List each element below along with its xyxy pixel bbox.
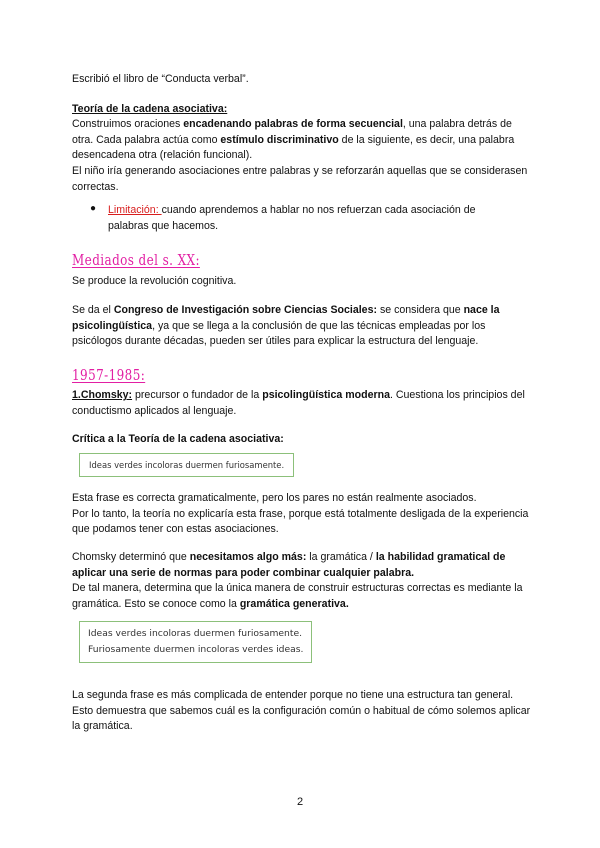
paragraph-congreso: Se da el Congreso de Investigación sobre Ciencias Sociales: se considera que nace la psicolingüística, ya que se llega a la conclusión de que las técnicas empleadas por los psicólogos durante décadas, pueden ser útiles para explicar la estructura del lenguaje. <box>72 304 500 348</box>
paragraph-refuerzo: El niño iría generando asociaciones entre palabras y se reforzarán aquellas que se considerasen correctas. <box>72 165 528 193</box>
paragraph-cadena: Construimos oraciones encadenando palabras de forma secuencial, una palabra detrás de otra. Cada palabra actúa como estímulo discriminativo de la siguiente, es decir, una palabra desencadena otra (relación funcional). <box>72 118 515 162</box>
section-title-cadena: Teoría de la cadena asociativa: <box>72 103 228 115</box>
paragraph-chomsky: 1.Chomsky: precursor o fundador de la psicolingüística moderna. Cuestiona los principios del conductismo aplicados al lenguaje. <box>72 389 525 417</box>
paragraph-algo-mas: Chomsky determinó que necesitamos algo más: la gramática / la habilidad gramatical de aplicar una serie de normas para poder combinar cualquier palabra. De tal manera, determina que la única manera de construir estructuras correctas es mediante la gramática. Esto se conoce como la gramática generativa. <box>72 551 523 610</box>
paragraph-gramatical: Esta frase es correcta gramaticalmente, pero los pares no están realmente asociados. Por lo tanto, la teoría no explicaría esta frase, porque está totalmente desligada de la experiencia que podamos tener con estas asociaciones. <box>72 492 529 536</box>
example-box-2 <box>79 621 312 663</box>
intro-line: Escribió el libro de “Conducta verbal”. <box>72 73 249 85</box>
page-number: 2 <box>296 796 304 808</box>
limitation-item: Limitación: cuando aprendemos a hablar no nos refuerzan cada asociación de palabras que hacemos. <box>108 204 476 232</box>
example-sentence-1: Ideas verdes incoloras duermen furiosamente. <box>88 628 303 639</box>
example-box-1: Ideas verdes incoloras duermen furiosamente. <box>79 453 294 477</box>
limitation-label: Limitación: <box>108 204 162 216</box>
paragraph-conclusion: La segunda frase es más complicada de entender porque no tiene una estructura tan general. Esto demuestra que sabemos cuál es la configuración común o habitual de cómo solemos aplicar la gramática. <box>72 689 531 733</box>
bullet-icon: ● <box>90 203 97 214</box>
heading-mediados: Mediados del s. XX: <box>72 251 200 269</box>
heading-1957-1985: 1957-1985: <box>72 366 146 384</box>
critica-title: Crítica a la Teoría de la cadena asociativa: <box>72 433 284 445</box>
paragraph-revolucion: Se produce la revolución cognitiva. <box>72 275 237 287</box>
example-sentence-2: Furiosamente duermen incoloras verdes ideas. <box>88 644 304 655</box>
